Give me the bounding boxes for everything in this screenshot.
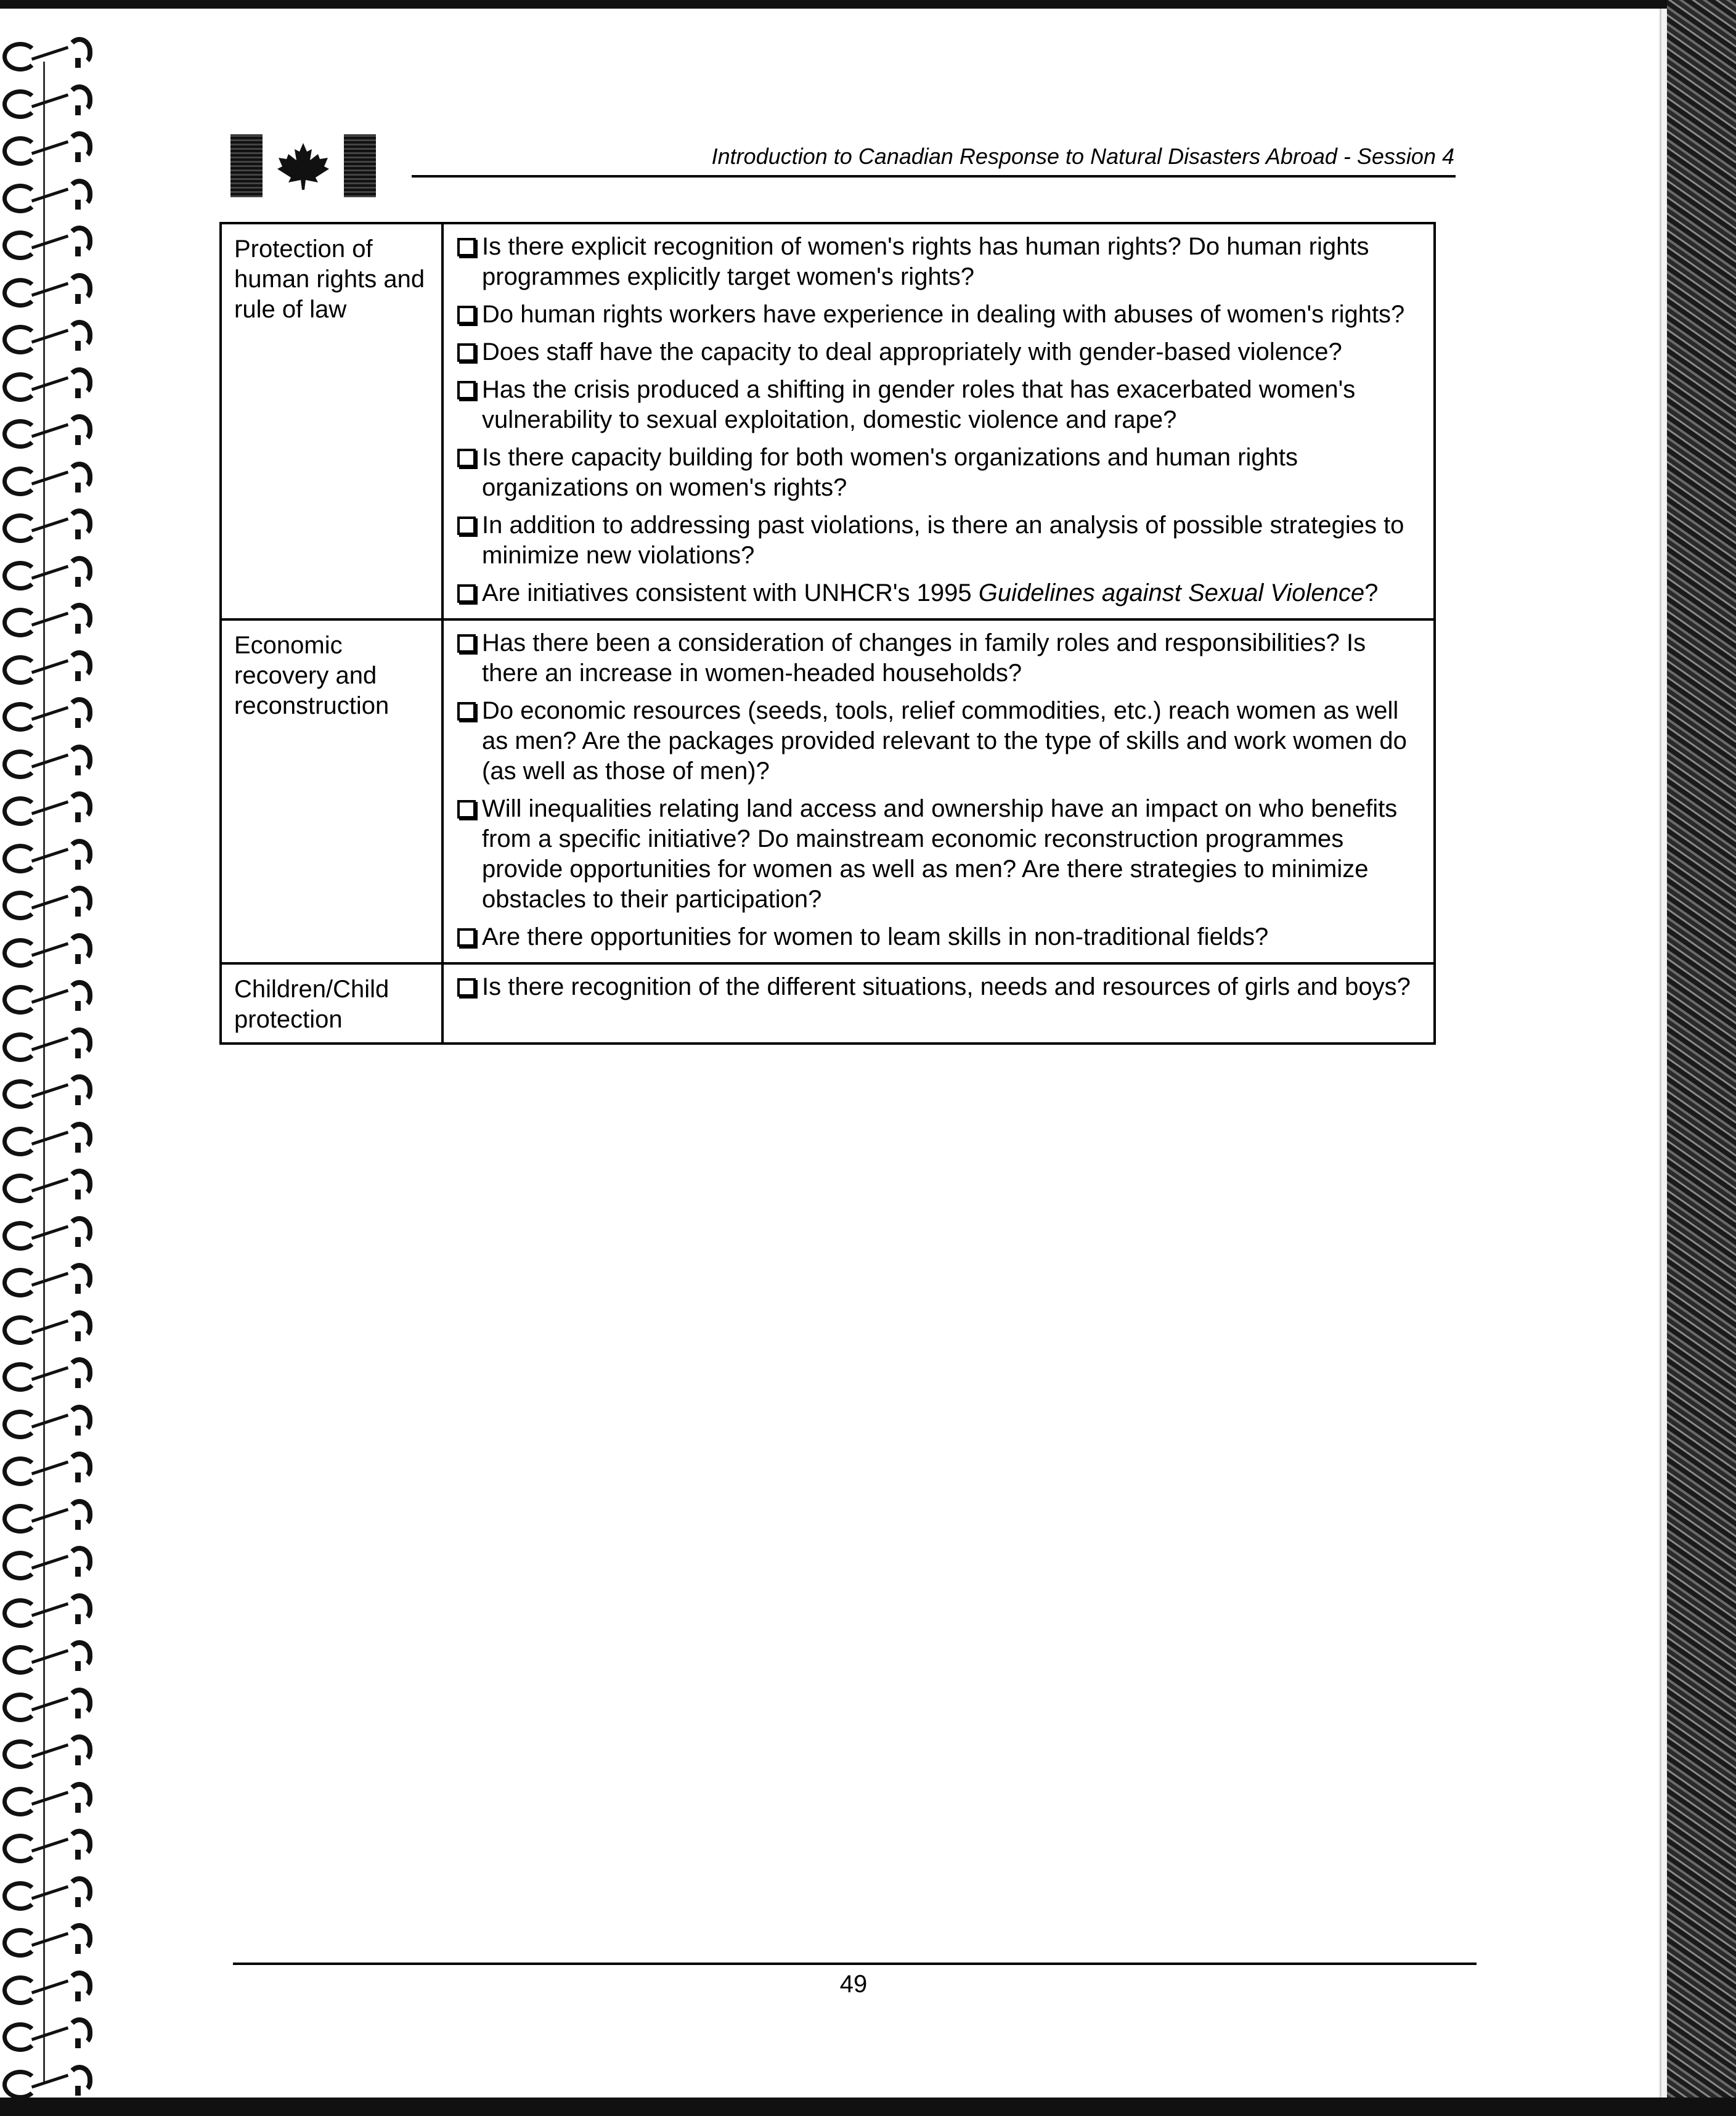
question-text: Is there recognition of the different situations, needs and resources of girls and boys? bbox=[482, 973, 1411, 1000]
spiral-coil bbox=[0, 131, 92, 165]
spiral-coil bbox=[0, 414, 92, 447]
maple-leaf-icon bbox=[275, 142, 332, 190]
spiral-coil bbox=[0, 226, 92, 259]
question-item bbox=[457, 578, 1415, 608]
question-suffix: ? bbox=[1364, 579, 1379, 607]
questions-cell bbox=[444, 621, 1433, 962]
spiral-coil bbox=[0, 1263, 92, 1296]
spiral-coil bbox=[0, 1829, 92, 1862]
checkbox-icon bbox=[457, 584, 476, 603]
question-text: Will inequalities relating land access and ownership have an impact on who benefits from a specific initiative? Do mainstream economic reconstruction programmes provide opportunities for women as well as men? Are there strategies to minimize obstacles to their participation? bbox=[482, 795, 1398, 913]
question-text: Has the crisis produced a shifting in gender roles that has exacerbated women's vulnerability to sexual exploitation, domestic violence and rape? bbox=[482, 376, 1356, 433]
scan-bottom-border bbox=[0, 2098, 1736, 2116]
spiral-coil bbox=[0, 791, 92, 825]
question-item bbox=[457, 337, 1415, 367]
spiral-coil bbox=[0, 1452, 92, 1485]
spiral-coil bbox=[0, 697, 92, 730]
spiral-coil bbox=[0, 650, 92, 684]
checkbox-icon bbox=[457, 449, 476, 467]
checkbox-icon bbox=[457, 928, 476, 947]
spiral-coil bbox=[0, 1357, 92, 1391]
spiral-coil bbox=[0, 603, 92, 636]
question-item bbox=[457, 628, 1415, 688]
question-text: Is there capacity building for both women's organizations and human rights organizations on women's rights? bbox=[482, 444, 1298, 501]
spiral-coil bbox=[0, 509, 92, 542]
flag-right-bar bbox=[344, 134, 376, 197]
question-text: Has there been a consideration of changes in family roles and responsibilities? Is there an increase in women-headed households? bbox=[482, 629, 1366, 687]
spiral-coil bbox=[0, 1499, 92, 1532]
spiral-coil bbox=[0, 1734, 92, 1768]
question-text bbox=[482, 578, 1415, 608]
table-row bbox=[222, 618, 1433, 962]
checkbox-icon bbox=[457, 800, 476, 819]
question-item bbox=[457, 696, 1415, 786]
spiral-coil bbox=[0, 1640, 92, 1673]
question-text: Are there opportunities for women to leam skills in non-traditional fields? bbox=[482, 923, 1269, 950]
spiral-binding bbox=[0, 37, 92, 2089]
page-number: 49 bbox=[839, 1971, 868, 1998]
scan-right-border bbox=[1667, 0, 1736, 2116]
spiral-coil bbox=[0, 1169, 92, 1202]
header-rule bbox=[412, 175, 1456, 178]
topic-cell: Children/Child protection bbox=[222, 965, 444, 1042]
spiral-coil bbox=[0, 745, 92, 778]
questions-cell bbox=[444, 224, 1433, 618]
scan-top-border bbox=[0, 0, 1736, 9]
spiral-coil bbox=[0, 273, 92, 306]
question-text: In addition to addressing past violations, is there an analysis of possible strategies to minimize new violations? bbox=[482, 512, 1404, 569]
table-row bbox=[222, 224, 1433, 618]
spiral-coil bbox=[0, 1122, 92, 1155]
question-text: Does staff have the capacity to deal appropriately with gender-based violence? bbox=[482, 338, 1342, 366]
topic-cell: Protection of human rights and rule of law bbox=[222, 224, 444, 618]
spiral-coil bbox=[0, 1782, 92, 1815]
spiral-coil bbox=[0, 37, 92, 70]
checkbox-icon bbox=[457, 634, 476, 653]
spiral-coil bbox=[0, 1923, 92, 1956]
question-item bbox=[457, 375, 1415, 435]
spiral-coil bbox=[0, 1027, 92, 1061]
checkbox-icon bbox=[457, 381, 476, 399]
topic-cell: Economic recovery and reconstruction bbox=[222, 621, 444, 962]
spiral-coil bbox=[0, 462, 92, 495]
checkbox-icon bbox=[457, 517, 476, 535]
spiral-coil bbox=[0, 367, 92, 401]
checkbox-icon bbox=[457, 238, 476, 256]
spiral-coil bbox=[0, 1971, 92, 2004]
spiral-coil bbox=[0, 1310, 92, 1344]
checkbox-icon bbox=[457, 978, 476, 997]
spiral-coil bbox=[0, 1688, 92, 1721]
spiral-coil bbox=[0, 2065, 92, 2098]
spiral-coil bbox=[0, 1074, 92, 1108]
spiral-coil bbox=[0, 1876, 92, 1910]
question-text: Is there explicit recognition of women's rights has human rights? Do human rights programmes explicitly target women's rights? bbox=[482, 233, 1369, 290]
spiral-coil bbox=[0, 1593, 92, 1627]
spiral-coil bbox=[0, 933, 92, 966]
flag-left-bar bbox=[230, 134, 263, 197]
spiral-coil bbox=[0, 320, 92, 353]
spiral-coil bbox=[0, 1546, 92, 1579]
question-item bbox=[457, 794, 1415, 915]
question-item bbox=[457, 922, 1415, 952]
table-row bbox=[222, 962, 1433, 1042]
checkbox-icon bbox=[457, 343, 476, 362]
spiral-coil bbox=[0, 886, 92, 919]
spiral-coil bbox=[0, 84, 92, 118]
binding-spine bbox=[43, 62, 45, 2083]
spiral-coil bbox=[0, 2017, 92, 2051]
spiral-coil bbox=[0, 556, 92, 589]
question-item bbox=[457, 443, 1415, 503]
question-text: Do economic resources (seeds, tools, relief commodities, etc.) reach women as well as men? Are the packages provided relevant to the type of skills and work women do (as well as those of men)? bbox=[482, 697, 1407, 785]
footer-rule bbox=[233, 1963, 1477, 1965]
question-prefix: Are initiatives consistent with UNHCR's 1995 bbox=[482, 579, 979, 607]
spiral-coil bbox=[0, 839, 92, 872]
spiral-coil bbox=[0, 179, 92, 212]
running-header: Introduction to Canadian Response to Natural Disasters Abroad - Session 4 bbox=[711, 144, 1454, 169]
question-item bbox=[457, 232, 1415, 292]
question-text: Do human rights workers have experience in dealing with abuses of women's rights? bbox=[482, 301, 1405, 328]
spiral-coil bbox=[0, 1216, 92, 1249]
checklist-table bbox=[219, 222, 1436, 1045]
spiral-coil bbox=[0, 1405, 92, 1438]
questions-cell bbox=[444, 965, 1433, 1042]
checkbox-icon bbox=[457, 306, 476, 324]
checkbox-icon bbox=[457, 702, 476, 721]
question-item bbox=[457, 972, 1415, 1002]
question-item bbox=[457, 510, 1415, 571]
canada-flag-logo bbox=[230, 134, 376, 197]
question-item bbox=[457, 300, 1415, 330]
spiral-coil bbox=[0, 980, 92, 1013]
guidelines-title: Guidelines against Sexual Violence bbox=[978, 579, 1365, 607]
